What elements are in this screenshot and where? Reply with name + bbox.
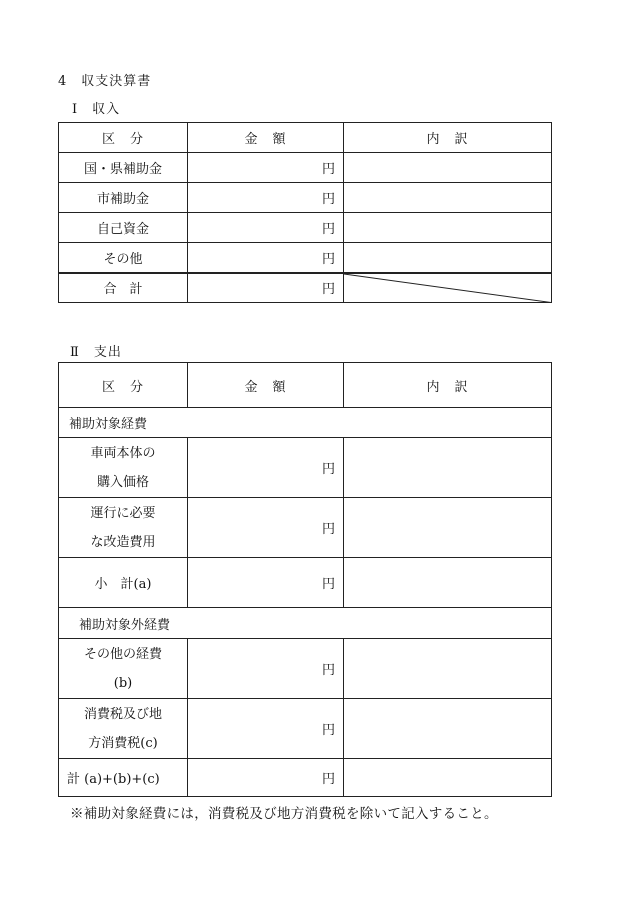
breakdown-cell	[344, 243, 552, 273]
table-row	[59, 639, 552, 699]
row-label-line: な改造費用	[90, 534, 156, 550]
non-subsidized-section-row	[59, 608, 552, 639]
breakdown-cell	[344, 639, 552, 699]
row-label-line: 方消費税(c)	[88, 735, 158, 751]
row-label: その他	[59, 243, 188, 273]
breakdown-cell	[344, 183, 552, 213]
table-row	[59, 699, 552, 759]
table-row	[59, 183, 552, 213]
row-label	[59, 699, 188, 759]
diagonal-line	[344, 274, 551, 303]
amount-cell: 円	[188, 498, 344, 558]
table-row	[59, 243, 552, 273]
amount-cell: 円	[188, 183, 344, 213]
total-amount: 円	[188, 759, 344, 797]
header-breakdown: 内 訳	[344, 363, 552, 408]
amount-cell: 円	[188, 639, 344, 699]
row-label	[59, 498, 188, 558]
row-label	[59, 438, 188, 498]
amount-cell: 円	[188, 243, 344, 273]
breakdown-cell	[344, 213, 552, 243]
header-category: 区 分	[59, 363, 188, 408]
subtotal-row	[59, 558, 552, 608]
non-subsidized-header: 補助対象外経費	[59, 608, 552, 639]
header-breakdown: 内 訳	[344, 123, 552, 153]
row-label-line: 車両本体の	[90, 445, 156, 461]
row-label: 市補助金	[59, 183, 188, 213]
subtotal-label: 小 計(a)	[59, 558, 188, 608]
total-amount: 円	[188, 273, 344, 303]
section-title: 4 収支決算書	[58, 74, 152, 89]
header-amount: 金 額	[188, 123, 344, 153]
total-label: 計 (a)+(b)+(c)	[59, 759, 188, 797]
subsidized-section-row	[59, 408, 552, 438]
row-label-line: 消費税及び地	[83, 706, 162, 722]
header-amount: 金 額	[188, 363, 344, 408]
expense-table	[58, 362, 552, 797]
amount-cell: 円	[188, 438, 344, 498]
row-label	[59, 639, 188, 699]
amount-cell: 円	[188, 213, 344, 243]
expense-header-row	[59, 363, 552, 408]
row-label-line: その他の経費	[83, 646, 162, 662]
breakdown-cell	[344, 438, 552, 498]
subtotal-amount: 円	[188, 558, 344, 608]
breakdown-cell	[344, 699, 552, 759]
total-label: 合 計	[59, 273, 188, 303]
expense-title: Ⅱ 支出	[70, 345, 122, 360]
expense-total-row	[59, 759, 552, 797]
row-label-line: (b)	[113, 675, 133, 691]
amount-cell: 円	[188, 699, 344, 759]
income-header-row	[59, 123, 552, 153]
income-table	[58, 122, 552, 303]
breakdown-cell	[344, 498, 552, 558]
row-label: 国・県補助金	[59, 153, 188, 183]
row-label: 自己資金	[59, 213, 188, 243]
amount-cell: 円	[188, 153, 344, 183]
income-total-row	[59, 273, 552, 303]
income-title: Ⅰ 収入	[72, 102, 121, 117]
row-label-line: 購入価格	[96, 474, 149, 490]
header-category: 区 分	[59, 123, 188, 153]
table-row	[59, 153, 552, 183]
breakdown-cell	[344, 558, 552, 608]
diagonal-cell	[344, 273, 552, 303]
subsidized-header: 補助対象経費	[59, 408, 552, 438]
footnote: ※補助対象経費には，消費税及び地方消費税を除いて記入すること。	[70, 806, 498, 822]
table-row	[59, 438, 552, 498]
row-label-line: 運行に必要	[90, 505, 156, 521]
breakdown-cell	[344, 153, 552, 183]
breakdown-cell	[344, 759, 552, 797]
table-row	[59, 498, 552, 558]
table-row	[59, 213, 552, 243]
